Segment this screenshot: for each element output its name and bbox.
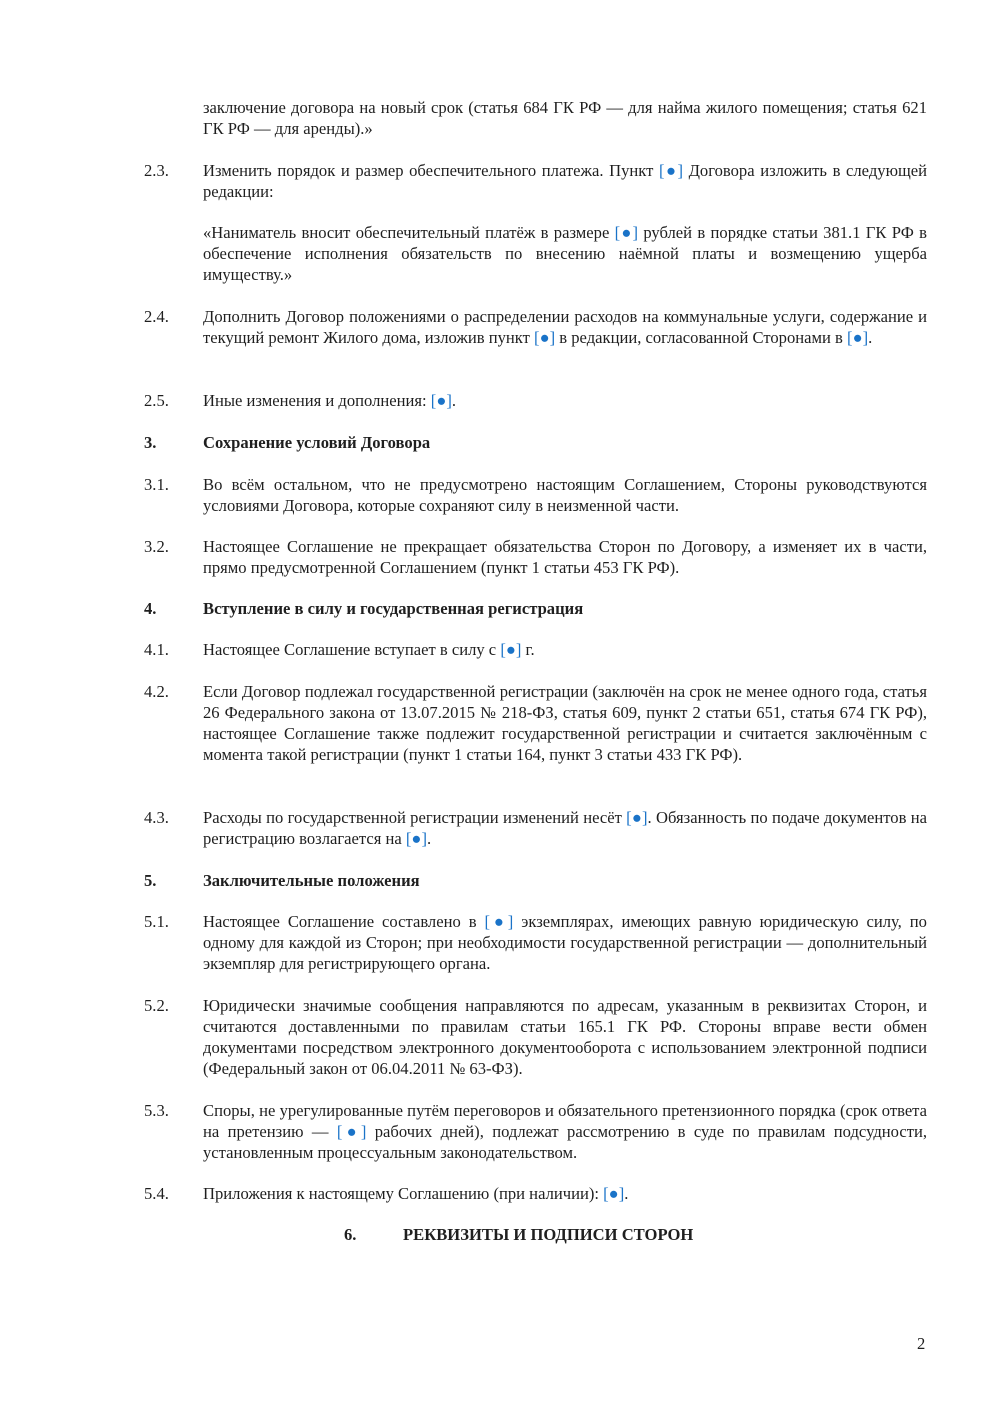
- placeholder-marker: [●]: [500, 640, 522, 659]
- paragraph-text: заключение договора на новый срок (статья 684 ГК РФ — для найма жилого помещения; статья 621 ГК РФ — для аренды).»: [203, 98, 927, 138]
- clause-4-3-text: Расходы по государственной регистрации изменений несёт [●]. Обязанность по подаче документов на регистрацию возлагается на [●].: [203, 808, 927, 848]
- clause-number: 5.2.: [144, 996, 169, 1015]
- clause-number: 4.3.: [144, 808, 169, 827]
- placeholder-marker: [●]: [484, 912, 514, 931]
- clause-number: 5.1.: [144, 912, 169, 931]
- section-heading: Сохранение условий Договора: [203, 433, 431, 452]
- clause-5-4-text: Приложения к настоящему Соглашению (при наличии): [●].: [203, 1184, 629, 1203]
- clause-number: 5.4.: [144, 1184, 169, 1203]
- section-heading: Вступление в силу и государственная регистрация: [203, 599, 584, 618]
- section-heading: Заключительные положения: [203, 871, 420, 890]
- clause-3-2-text: Настоящее Соглашение не прекращает обязательства Сторон по Договору, а изменяет их в части, прямо предусмотренной Соглашением (пункт 1 статьи 453 ГК РФ).: [203, 537, 927, 577]
- placeholder-marker: [●]: [430, 391, 452, 410]
- clause-5-3-text: Споры, не урегулированные путём переговоров и обязательного претензионного порядка (срок ответа на претензию — [●] рабочих дней), подлежат рассмотрению в суде по правилам подсудности, установленным процессуальным законодательством.: [203, 1101, 928, 1162]
- placeholder-marker: [●]: [405, 829, 427, 848]
- placeholder-marker: [●]: [614, 223, 639, 242]
- clause-2-5-text: Иные изменения и дополнения: [●].: [203, 391, 457, 410]
- clause-4-2-text: Если Договор подлежал государственной регистрации (заключён на срок не менее одного года, статья 26 Федерального закона от 13.07.2015 № 218-ФЗ, статья 609, пункт 2 статьи 651, статья 674 ГК РФ), настоящее Соглашение также подлежит государственной регистрации и считается заключённым с момента такой регистрации (пункт 1 статьи 164, пункт 3 статьи 433 ГК РФ).: [203, 682, 927, 764]
- paragraph-continuation: [203, 97, 927, 139]
- placeholder-marker: [●]: [658, 161, 683, 180]
- clause-3-1-text: Во всём остальном, что не предусмотрено настоящим Соглашением, Стороны руководствуются условиями Договора, которые сохраняют силу в неизменной части.: [203, 475, 927, 515]
- placeholder-marker: [●]: [603, 1184, 625, 1203]
- clause-2-3-text: Изменить порядок и размер обеспечительного платежа. Пункт [●] Договора изложить в следующей редакции:: [203, 161, 927, 201]
- clause-number: 4.1.: [144, 640, 169, 659]
- placeholder-marker: [●]: [534, 328, 556, 347]
- clause-number: 2.5.: [144, 391, 169, 410]
- clause-4-1-text: Настоящее Соглашение вступает в силу с [●] г.: [203, 640, 535, 659]
- section-number: 5.: [144, 871, 157, 890]
- clause-5-2-text: Юридически значимые сообщения направляются по адресам, указанным в реквизитах Сторон, и считаются доставленными по правилам статьи 165.1 ГК РФ. Стороны вправе вести обмен документами посредством электронного документооборота с использованием электронной подписи (Федеральный закон от 06.04.2011 № 63-ФЗ).: [203, 996, 927, 1078]
- clause-number: 4.2.: [144, 682, 169, 701]
- section-number: 3.: [144, 433, 157, 452]
- section-heading: РЕКВИЗИТЫ И ПОДПИСИ СТОРОН: [403, 1225, 694, 1244]
- section-number: 4.: [144, 599, 157, 618]
- placeholder-marker: [●]: [847, 328, 869, 347]
- placeholder-marker: [●]: [626, 808, 648, 827]
- clause-number: 3.1.: [144, 475, 169, 494]
- clause-number: 5.3.: [144, 1101, 169, 1120]
- clause-2-4-text: Дополнить Договор положениями о распределении расходов на коммунальные услуги, содержание и текущий ремонт Жилого дома, изложив пункт [●] в редакции, согласованной Сторонами в [●].: [203, 307, 927, 347]
- page-number: 2: [917, 1334, 926, 1353]
- section-number: 6.: [344, 1225, 357, 1244]
- section-6-heading: [344, 1224, 694, 1245]
- clause-2-3-quote: «Наниматель вносит обеспечительный платёж в размере [●] рублей в порядке статьи 381.1 ГК РФ в обеспечение исполнения обязательств по внесению наёмной платы и возмещению ущерба имуществу.»: [203, 223, 927, 284]
- clause-number: 2.3.: [144, 161, 169, 180]
- clause-number: 3.2.: [144, 537, 169, 556]
- clause-number: 2.4.: [144, 307, 169, 326]
- placeholder-marker: [●]: [336, 1122, 367, 1141]
- clause-5-1-text: Настоящее Соглашение составлено в [●] экземплярах, имеющих равную юридическую силу, по одному для каждой из Сторон; при необходимости государственной регистрации — дополнительный экземпляр для регистрирующего органа.: [203, 912, 927, 973]
